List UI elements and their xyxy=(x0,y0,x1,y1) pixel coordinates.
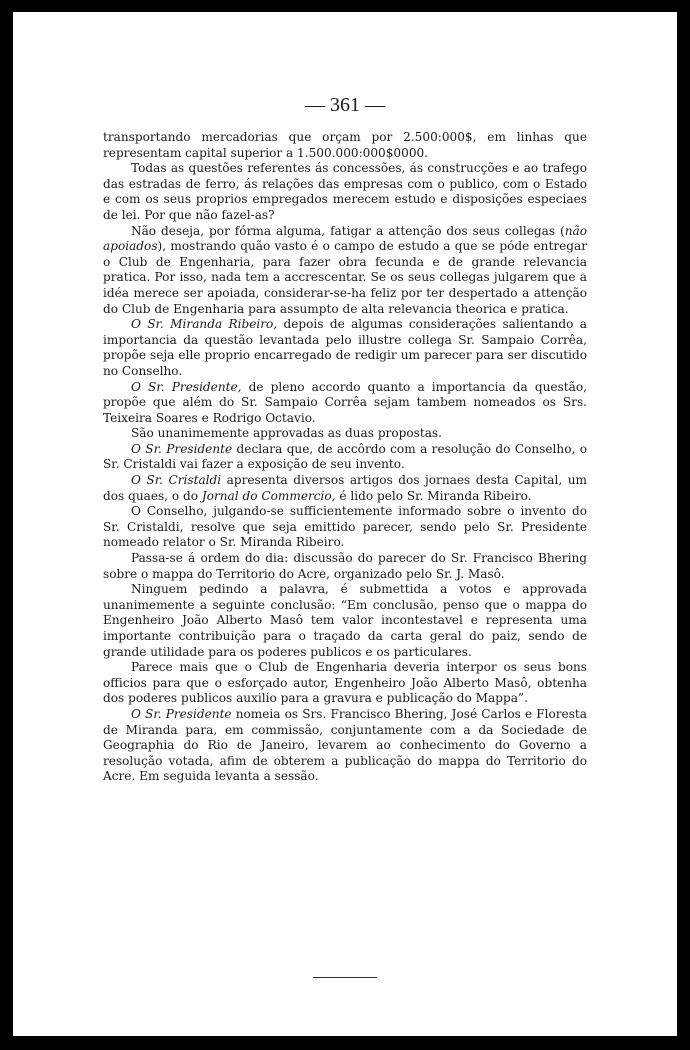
paragraph-7: O Sr. Presidente declara que, de accôrdo com a resolução do Conselho, o Sr. Cristaldi vai fazer a exposição de seu invento. xyxy=(103,441,587,472)
paragraph-3: Não deseja, por fórma alguma, fatigar a attenção dos seus collegas (não apoiados), mostrando quão vasto é o campo de estudo a que se póde entregar o Club de Engenharia, para fazer obra fecunda e de grande relevancia pratica. Por isso, nada tem a accrescentar. Se os seus collegas julgarem que a idéa merece ser apoiada, considerar-se-ha feliz por ter despertado a attenção do Club de Engenharia para assumpto de alta relevancia theorica e pratica. xyxy=(103,223,587,316)
paragraph-10: Passa-se á ordem do dia: discussão do parecer do Sr. Francisco Bhering sobre o mappa do Territorio do Acre, organizado pelo Sr. J. Masô. xyxy=(103,551,587,581)
paragraph-9: O Conselho, julgando-se sufficientemente informado sobre o invento do Sr. Cristaldi, resolve que seja emittido parecer, sendo pelo Sr. Presidente nomeado relator o Sr. Miranda Ribeiro. xyxy=(103,504,587,550)
paragraph-11: Ninguem pedindo a palavra, é submettida a votos e approvada unanimemente a seguinte conclusão: “Em conclusão, penso que o mappa do Engenheiro João Alberto Masô tem valor incontestavel e representa uma importante contribuição para o traçado da carta geral do paiz, sendo de grande utilidade para os poderes publicos e os particulares. xyxy=(103,582,587,659)
document-page xyxy=(13,12,677,1036)
closing-rule xyxy=(313,977,377,978)
paragraph-6: São unanimemente approvadas as duas propostas. xyxy=(131,426,442,441)
paragraph-12: Parece mais que o Club de Engenharia deveria interpor os seus bons officios para que o esforçado autor, Engenheiro João Alberto Masô, obtenha dos poderes publicos auxilio para a gravura e publicação do Mappa”. xyxy=(103,660,587,706)
italic-remark: não apoiados xyxy=(103,223,587,254)
speaker-name: O Sr. Cristaldi xyxy=(131,473,222,488)
paragraph-2: Todas as questões referentes ás concessões, ás construcções e ao trafego das estradas de ferro, ás relações das empresas com o publico, com o Estado e com os seus proprios empregados merecem estudo e disposições especiaes de lei. Por que não fazel-as? xyxy=(103,161,587,222)
speaker-name: O Sr. Miranda Ribeiro, xyxy=(131,317,278,332)
page-number: — 361 — xyxy=(305,94,385,116)
paragraph-8: O Sr. Cristaldi apresenta diversos artigos dos jornaes desta Capital, um dos quaes, o do Jornal do Commercio, é lido pelo Sr. Miranda Ribeiro. xyxy=(103,473,587,503)
speaker-name: O Sr. Presidente xyxy=(131,706,232,721)
newspaper-title: Jornal do Commercio, xyxy=(201,488,336,503)
paragraph-13: O Sr. Presidente nomeia os Srs. Francisco Bhering, José Carlos e Floresta de Miranda para, em commissão, conjuntamente com a da Sociedade de Geographia do Rio de Janeiro, levarem ao conhecimento do Governo a resolução votada, afim de obterem a publicação do mappa do Territorio do Acre. Em seguida levanta a sessão. xyxy=(103,706,587,784)
speaker-name: O Sr. Presidente, xyxy=(131,379,242,394)
paragraph-4: O Sr. Miranda Ribeiro, depois de algumas considerações salientando a importancia da questão levantada pelo illustre collega Sr. Sampaio Corrêa, propõe seja elle proprio encarregado de redigir um parecer para ser discutido no Conselho. xyxy=(103,317,587,378)
speaker-name: O Sr. Presidente xyxy=(131,441,233,456)
paragraph-1: transportando mercadorias que orçam por 2.500:000$, em linhas que representam capital superior a 1.500.000:000$0000. xyxy=(103,130,587,160)
body-text xyxy=(103,130,587,785)
paragraph-5: O Sr. Presidente, de pleno accordo quanto a importancia da questão, propõe que além do Sr. Sampaio Corrêa sejam tambem nomeados os Srs. Teixeira Soares e Rodrigo Octavio. xyxy=(103,379,587,425)
